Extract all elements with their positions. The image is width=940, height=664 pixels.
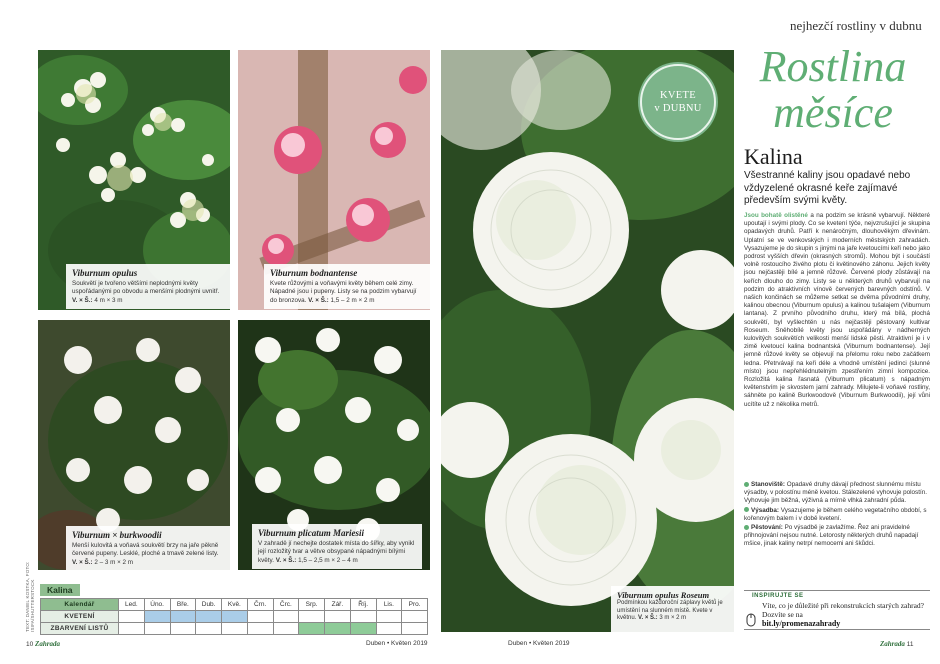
- caption-spec: 4 m × 3 m: [94, 296, 123, 304]
- month-cell: Úno.: [144, 599, 170, 611]
- calendar-cell: [119, 611, 145, 623]
- inspiration-text: Víte, co je důležité při rekonstrukcích starých zahrad? Dozvíte se na: [762, 601, 925, 619]
- calendar-header-label: Kalendář: [41, 599, 119, 611]
- caption-spec: 1,5 – 2,5 m × 2 – 4 m: [298, 556, 358, 564]
- caption-text: Podmínkou každoroční záplavy květů je umístění na slunném místě. Kvete v květnu.: [617, 600, 723, 622]
- calendar-cell: [196, 611, 222, 623]
- calendar-row-label: KVETENÍ: [41, 611, 119, 623]
- caption-viburnum-bodnantense: [264, 264, 430, 309]
- calendar-cell: [144, 623, 170, 635]
- footer-left: [26, 640, 60, 648]
- calendar-cell: [273, 611, 299, 623]
- calendar-cell: [273, 623, 299, 635]
- article-body: [744, 212, 930, 409]
- bullet-label: Pěstování:: [751, 524, 783, 532]
- calendar-cell: [196, 623, 222, 635]
- plant-name: Kalina: [744, 144, 803, 169]
- badge-line-1: KVETE: [660, 90, 696, 101]
- caption-viburnum-opulus: [66, 264, 230, 309]
- calendar-title: Kalina: [40, 584, 80, 596]
- title-line-2: měsíce: [773, 88, 893, 137]
- caption-spec-label: V. × Š.:: [308, 296, 329, 304]
- calendar-cell: [247, 611, 273, 623]
- caption-title: Viburnum opulus: [72, 268, 138, 278]
- bullet-care: [744, 524, 930, 549]
- title-line-1: Rostlina: [759, 42, 907, 91]
- calendar-cell: [299, 611, 325, 623]
- month-cell: Led.: [119, 599, 145, 611]
- caption-viburnum-burkwoodii: [66, 526, 230, 570]
- bullet-label: Stanoviště:: [751, 481, 785, 488]
- caption-text: Kvete růžovými a voňavými květy během celé zimy. Nápadné jsou i pupeny. Listy se na podzim vybarvují do bronzova.: [270, 280, 417, 304]
- photo-viburnum-opulus: [38, 50, 230, 310]
- caption-spec: 3 m × 2 m: [659, 615, 687, 622]
- month-cell: Kvě.: [222, 599, 248, 611]
- caption-spec-label: V. × Š.:: [72, 296, 93, 304]
- page-number-left: 10: [26, 641, 34, 648]
- blooms-in-april-badge: [640, 64, 716, 140]
- month-cell: Črn.: [247, 599, 273, 611]
- bloom-calendar: [40, 580, 428, 635]
- photo-viburnum-burkwoodii: [38, 320, 230, 570]
- caption-spec-label: V. × Š.:: [638, 615, 658, 622]
- calendar-row-flowering: [41, 611, 428, 623]
- calendar-cell: [247, 623, 273, 635]
- article-lede: Všestranné kaliny jsou opadavé nebo vždyzelené okrasné keře zajímavé především svými květy.: [744, 170, 911, 207]
- bullet-text: Opadavé druhy dávají přednost slunnému místu výsadby, v polostínu méně kvetou. Stálezelené vyhovuje polostín. Vyhovuje jim běžná, výživná a mírně vlhká zahradní půda.: [744, 481, 927, 505]
- calendar-cell: [222, 623, 248, 635]
- bullet-planting: [744, 507, 930, 523]
- calendar-cell: [119, 623, 145, 635]
- brand-right: Zahrada: [880, 640, 905, 648]
- bullet-dot-icon: [744, 525, 749, 530]
- calendar-cell: [376, 623, 402, 635]
- bullet-dot-icon: [744, 507, 749, 512]
- inspiration-box: [744, 590, 930, 630]
- calendar-row-label: ZBARVENÍ LISTŮ: [41, 623, 119, 635]
- calendar-cell: [325, 611, 351, 623]
- month-cell: Dub.: [196, 599, 222, 611]
- photo-viburnum-bodnantense: [238, 50, 430, 310]
- calendar-cell: [222, 611, 248, 623]
- caption-title: Viburnum opulus Roseum: [617, 590, 710, 600]
- calendar-cell: [144, 611, 170, 623]
- footer-right-issue: Duben • Květen 2019: [508, 640, 570, 647]
- month-cell: Črc.: [273, 599, 299, 611]
- article-body-lead: Jsou bohatě olistěné: [744, 212, 808, 219]
- caption-text: Soukvětí je tvořeno většími neplodnými květy uspořádanými po obvodu a menšími plodnými uvnitř.: [72, 280, 220, 296]
- bullet-dot-icon: [744, 482, 749, 487]
- month-cell: Pro.: [402, 599, 428, 611]
- inspiration-label: INSPIRUJTE SE: [752, 593, 804, 599]
- bullet-site: [744, 481, 930, 506]
- inspiration-link[interactable]: bit.ly/promenazahrady: [762, 619, 841, 628]
- plant-of-month-title: [748, 44, 918, 136]
- caption-spec: 2 – 3 m × 2 m: [94, 558, 134, 566]
- month-cell: Říj.: [350, 599, 376, 611]
- calendar-cell: [402, 611, 428, 623]
- bullet-label: Výsadba:: [751, 506, 779, 514]
- calendar-cell: [376, 611, 402, 623]
- caption-text: V zahradě jí nechejte dostatek místa do šířky, aby vynikl její rozložitý tvar a větve obsypané nápadnými bílými květy.: [258, 540, 415, 564]
- caption-viburnum-roseum: [611, 586, 734, 634]
- page-number-right: 11: [906, 641, 914, 648]
- month-cell: Zář.: [325, 599, 351, 611]
- footer-left-issue: Duben • Květen 2019: [366, 640, 428, 647]
- calendar-cell: [170, 623, 196, 635]
- caption-title: Viburnum plicatum Mariesii: [258, 528, 365, 538]
- month-cell: Bře.: [170, 599, 196, 611]
- section-header: nejhezčí rostliny v dubnu: [790, 18, 922, 33]
- calendar-header-row: [41, 599, 428, 611]
- mouse-icon: [746, 613, 756, 627]
- bullet-text: Vysazujeme je během celého vegetačního období, s kořenovým balem i v době kvetení.: [744, 506, 927, 522]
- caption-title: Viburnum bodnantense: [270, 268, 358, 278]
- caption-spec: 1,5 – 2 m × 2 m: [330, 296, 375, 304]
- caption-viburnum-plicatum: [252, 524, 422, 569]
- month-cell: Lis.: [376, 599, 402, 611]
- photo-viburnum-plicatum: [238, 320, 430, 570]
- footer-right: [880, 640, 913, 648]
- caption-spec-label: V. × Š.:: [72, 558, 93, 566]
- photo-credit: TEXT: DANIEL KOSTKA, FOTO: ISIFA/SHUTTERSTOCK: [25, 561, 35, 632]
- calendar-cell: [299, 623, 325, 635]
- caption-text: Menší kulovitá a voňavá soukvětí brzy na jaře pěkně červené pupeny. Lesklé, ploché a tmavě zelené listy.: [72, 542, 219, 558]
- calendar-table: [40, 598, 428, 635]
- badge-line-2: v DUBNU: [654, 103, 702, 114]
- calendar-cell: [350, 623, 376, 635]
- calendar-cell: [350, 611, 376, 623]
- caption-title: Viburnum × burkwoodii: [72, 530, 162, 540]
- calendar-row-leaf-color: [41, 623, 428, 635]
- bullet-text: Po výsadbě je zavlažíme. Řez ani pravidelné přihnojování nejsou nutné. Letorosty některých druhů napadají mšice, jinak kaliny netrpí nemocemi ani škůdci.: [744, 524, 919, 548]
- calendar-cell: [170, 611, 196, 623]
- caption-spec-label: V. × Š.:: [275, 556, 297, 564]
- brand-left: Zahrada: [35, 640, 60, 648]
- article-body-text: a na podzim se krásně vybarvují. Některé upoutají i svými plody. Co se kvetení týče, nejvzrušující je skupina opadavých druhů. Patří k nenáročným, dlouhověkým dřevinám. Uplatní se ve venkovských i moderních městských zahradách. Vysazujeme je do skupin s jinými na jaře kvetoucími keři nebo jako podrost vyšších dřevin (okrasných stromů). Mohou být i součástí volně rostoucího živého plotu či květinového záhonu. Jejich květy jsou nejčastěji bílé a jemně růžové. Červené plody zůstávají na keřích dlouho do zimy. Listy se u některých druhů vybarvují na podzim do atraktivních vínově červených barevných odstínů. V našich končinách se můžeme setkat se dvěma původními druhy, kalinou obecnou (Viburnum opulus) a kalinou tušalajem (Viburnum lantana). Z prvního původního druhu, který má bílá, plochá soukvětí, byl vyšlechtěn u nás nejčastěji pěstovaný kultivar Roseum. Sněhobílé květy jsou uspořádány v nádherných kulovitých soukvětích velikosti menší lidské pěsti. Atraktivní je i v zimě kvetoucí kalina bodnantská (Viburnum bodnantense). Její jemně růžové květy se objevují na přelomu roku nebo začátkem ledna. Přetrvávají na keři déle a vhodně umístění jedinci (slunné místo) jsou nepřehlédnutelným zpestřením zimní kompozice. Rozložitá kalina řasnatá (Viburnum plicatum) s nápadným květenstvím je skvostem jarní zahrady. Milujete-li voňavé rostliny, sáhněte po kalině Burkwoodově (Viburnum Burkwoodii), její vůni ucítíte už z několika metrů.: [744, 212, 930, 408]
- month-cell: Srp.: [299, 599, 325, 611]
- calendar-cell: [325, 623, 351, 635]
- care-bullets: [744, 481, 930, 550]
- calendar-cell: [402, 623, 428, 635]
